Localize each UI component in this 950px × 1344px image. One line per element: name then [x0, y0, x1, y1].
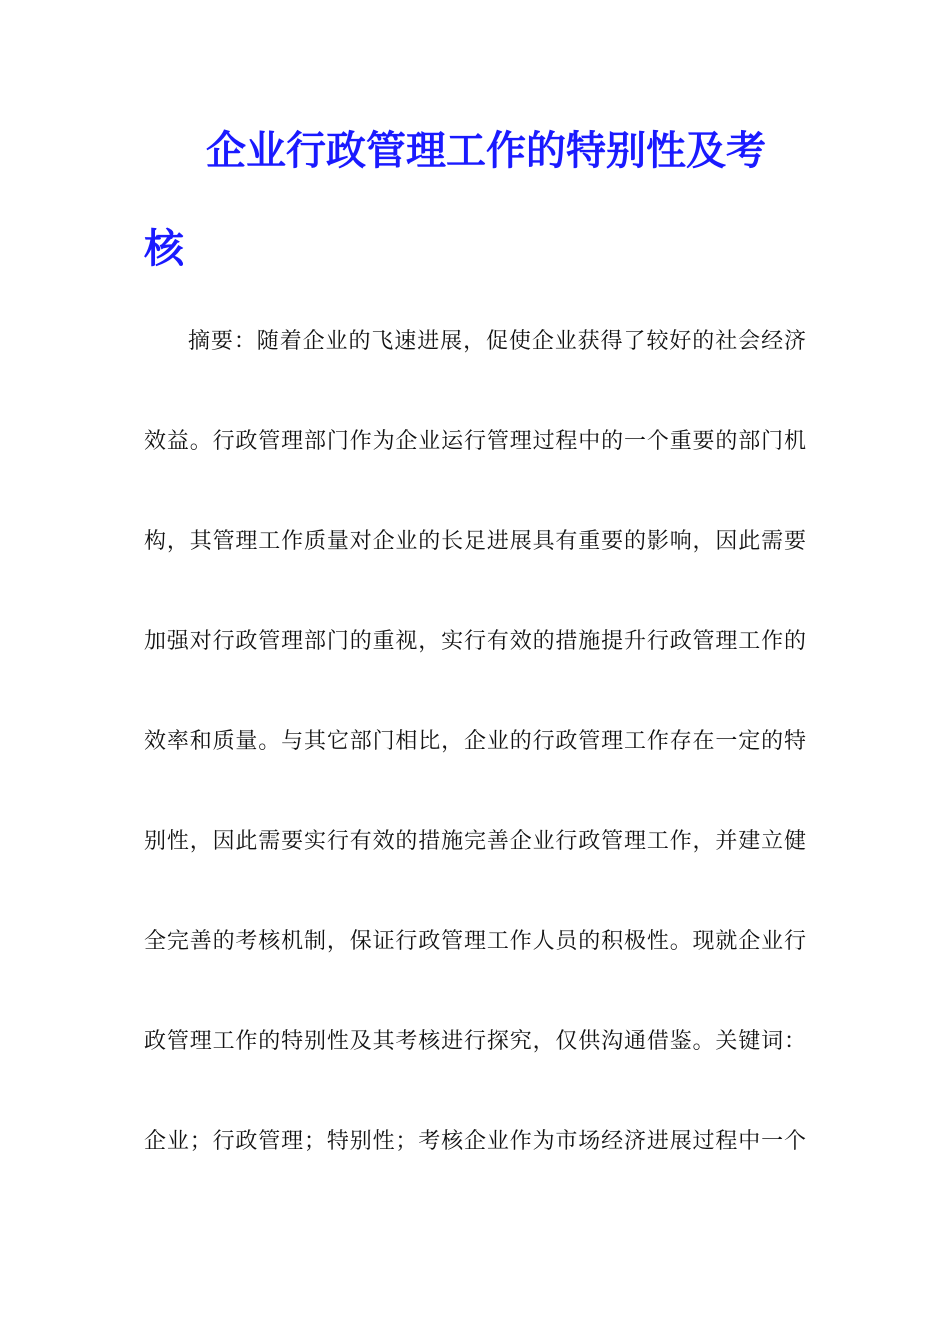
body-line-1: 摘要：随着企业的飞速进展，促使企业获得了较好的社会经济 [188, 329, 806, 354]
body-line-9: 企业；行政管理；特别性；考核企业作为市场经济进展过程中一个 [144, 1129, 806, 1154]
body-line-5: 效率和质量。与其它部门相比，企业的行政管理工作存在一定的特 [144, 729, 806, 754]
body-line-8: 政管理工作的特别性及其考核进行探究，仅供沟通借鉴。关键词： [144, 1029, 806, 1054]
body-line-7: 全完善的考核机制，保证行政管理工作人员的积极性。现就企业行 [144, 929, 806, 954]
document-title-line-1: 企业行政管理工作的特别性及考 [206, 127, 766, 174]
document-title-line-2: 核 [144, 225, 184, 272]
body-line-6: 别性，因此需要实行有效的措施完善企业行政管理工作，并建立健 [144, 829, 806, 854]
body-line-3: 构，其管理工作质量对企业的长足进展具有重要的影响，因此需要 [144, 529, 806, 554]
body-line-2: 效益。行政管理部门作为企业运行管理过程中的一个重要的部门机 [144, 429, 806, 454]
body-line-4: 加强对行政管理部门的重视，实行有效的措施提升行政管理工作的 [144, 629, 806, 654]
